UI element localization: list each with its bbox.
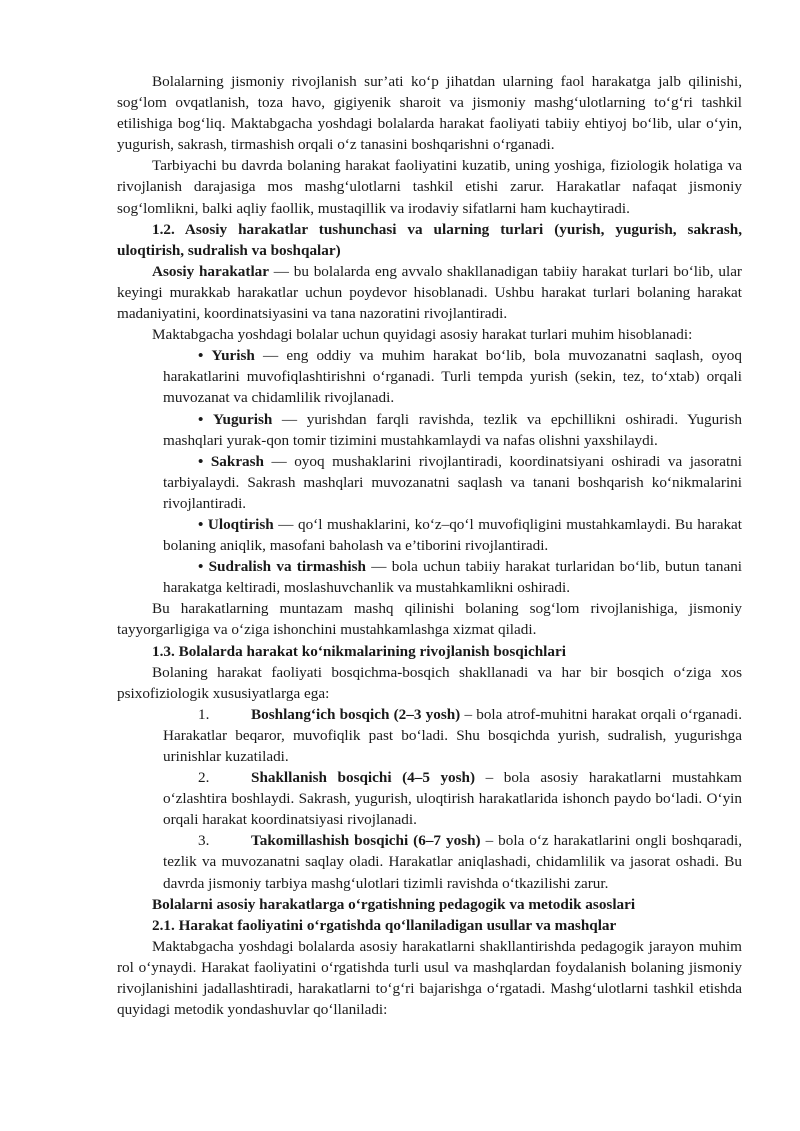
bullet-text: — bola uchun tabiiy harakat turlaridan bo‘lib, butun tanani harakatga keltiradi, moslashuvchanlik va mustahkamlikni oshiradi. xyxy=(163,558,743,597)
bullet-text: — yurishdan farqli ravishda, tezlik va epchillikni oshiradi. Yugurish mashqlari yurak-qon tomir tizimini mustahkamlaydi va nafas olishni yaxshilaydi. xyxy=(163,410,742,449)
term-basic-movements: Asosiy harakatlar xyxy=(152,262,269,280)
document-page xyxy=(117,71,742,1020)
heading-2-1: 2.1. Harakat faoliyatini o‘rgatishda qo‘llaniladigan usullar va mashqlar xyxy=(152,916,617,934)
stage-term: Takomillashish bosqichi (6–7 yosh) xyxy=(251,832,481,850)
bullet-text: — qo‘l mushaklarini, ko‘z–qo‘l muvofiqligini mustahkamlaydi. Bu harakat bolaning aniqlik, masofani baholash va e’tiborini rivojlantiradi. xyxy=(163,515,742,555)
bullet-icon: • xyxy=(198,515,204,533)
bullet-item xyxy=(163,345,742,408)
bullet-term: Uloqtirish xyxy=(207,515,274,533)
bullet-item xyxy=(163,514,742,556)
bullet-icon: • xyxy=(198,452,204,470)
heading-2: Bolalarni asosiy harakatlarga o‘rgatishning pedagogik va metodik asoslari xyxy=(152,895,636,913)
paragraph-basic-movements xyxy=(117,261,742,324)
paragraph-stages-intro: Bolaning harakat faoliyati bosqichma-bosqich shakllanadi va har bir bosqich o‘ziga xos psixofiziologik xususiyatlarga ega: xyxy=(117,663,742,702)
stage-item xyxy=(163,767,742,830)
paragraph-list-intro: Maktabgacha yoshdagi bolalar uchun quyidagi asosiy harakat turlari muhim hisoblanadi: xyxy=(152,326,693,344)
stage-text: – bola asosiy harakatlarni mustahkam o‘zlashtira boshlaydi. Sakrash, yugurish, uloqtirish harakatlarida ishonch paydo bo‘ladi. O‘yin orqali harakat koordinatsiyasi rivojlanadi. xyxy=(163,769,742,829)
heading-1-3: 1.3. Bolalarda harakat ko‘nikmalarining rivojlanish bosqichlari xyxy=(152,642,566,660)
stage-term: Shakllanish bosqichi (4–5 yosh) xyxy=(251,769,476,787)
bullet-item xyxy=(163,556,742,598)
paragraph-intro: Bolalarning jismoniy rivojlanish sur’ati ko‘p jihatdan ularning faol harakatga jalb qilinishi, sog‘lom ovqatlanish, toza havo, gigiyenik sharoit va jismoniy mashg‘ulotlarning to‘g‘ri tashkil etilishiga bog‘liq. Maktabgacha yoshdagi bolalarda harakat faoliyati tabiiy ehtiyoj bo‘lib, ular o‘yin, yugurish, sakrash, tirmashish orqali o‘z tanasini boshqarishni o‘rganadi. xyxy=(117,73,742,154)
paragraph-basic-movements-text: — bu bolalarda eng avvalo shakllanadigan tabiiy harakat turlari bo‘lib, ular keyingi murakkab harakatlar uchun poydevor hisoblanadi. Ushbu harakat turlari bolaning harakat madaniyatini, koordinatsiyasini va tana nazoratini rivojlantiradi. xyxy=(117,262,742,323)
stage-item xyxy=(163,704,742,767)
bullet-item xyxy=(163,409,742,451)
bullet-icon: • xyxy=(198,558,204,576)
bullet-term: Sudralish va tirmashish xyxy=(208,558,367,576)
bullet-term: Yurish xyxy=(211,347,255,365)
paragraph-methods: Maktabgacha yoshdagi bolalarda asosiy harakatlarni shakllantirishda pedagogik jarayon muhim rol o‘ynaydi. Harakat faoliyatini o‘rgatishda turli usul va mashqlardan foydalanish bolaning jismoniy rivojlanishini jadallashtiradi, harakatlarni to‘g‘ri bajarishga o‘rgatadi. Mashg‘ulotlarni tashkil etishda quyidagi metodik yondashuvlar qo‘llaniladi: xyxy=(117,937,742,1019)
stage-number: 3. xyxy=(198,832,210,850)
stage-term: Boshlang‘ich bosqich (2–3 yosh) xyxy=(251,705,461,723)
bullet-icon: • xyxy=(198,410,204,428)
bullet-icon: • xyxy=(198,347,204,365)
paragraph-conclusion: Bu harakatlarning muntazam mashq qilinishi bolaning sog‘lom rivojlanishiga, jismoniy tayyorgarligiga va o‘ziga ishonchini mustahkamlashga xizmat qiladi. xyxy=(117,600,742,639)
stage-text: – bola o‘z harakatlarini ongli boshqaradi, tezlik va muvozanatni saqlay oladi. Harakatlar aniqlashadi, chidamlilik va jasorat oshadi. Bu davrda jismoniy tarbiya mashg‘ulotlari tizimli ravishda o‘tkazilishi zarur. xyxy=(163,832,743,892)
bullet-item xyxy=(163,451,742,514)
bullet-term: Sakrash xyxy=(210,452,265,470)
bullet-text: — oyoq mushaklarini rivojlantiradi, koordinatsiyani oshiradi va jasoratni tarbiyalaydi. Sakrash mashqlari muvozanatni saqlash va tanani boshqarish ko‘nikmalarini rivojlantiradi. xyxy=(163,452,742,512)
bullet-term: Yugurish xyxy=(212,410,273,428)
heading-1-2: 1.2. Asosiy harakatlar tushunchasi va ularning turlari (yurish, yugurish, sakrash, uloqtirish, sudralish va boshqalar) xyxy=(117,220,742,259)
stage-text: – bola atrof-muhitni harakat orqali o‘rganadi. Harakatlar beqaror, muvofiqlik past bo‘ladi. Shu bosqichda yurish, sudralish, yugurishga urinishlar kuzatiladi. xyxy=(163,705,742,765)
stage-number: 1. xyxy=(198,705,210,723)
stage-number: 2. xyxy=(198,769,210,787)
stage-item xyxy=(163,830,742,893)
paragraph-teacher-role: Tarbiyachi bu davrda bolaning harakat faoliyatini kuzatib, uning yoshiga, fiziologik holatiga va rivojlanish darajasiga mos mashg‘ulotlarni tashkil etishi zarur. Harakatlar nafaqat jismoniy sog‘lomlikni, balki aqliy faollik, mustaqillik va irodaviy sifatlarni ham kuchaytiradi. xyxy=(117,157,742,217)
bullet-text: — eng oddiy va muhim harakat bo‘lib, bola muvozanatni saqlash, oyoq harakatlarini muvofiqlashtirishni o‘rganadi. Turli tempda yurish (sekin, tez, to‘xtab) orqali muvozanat va chidamlilik rivojlanadi. xyxy=(163,347,742,407)
